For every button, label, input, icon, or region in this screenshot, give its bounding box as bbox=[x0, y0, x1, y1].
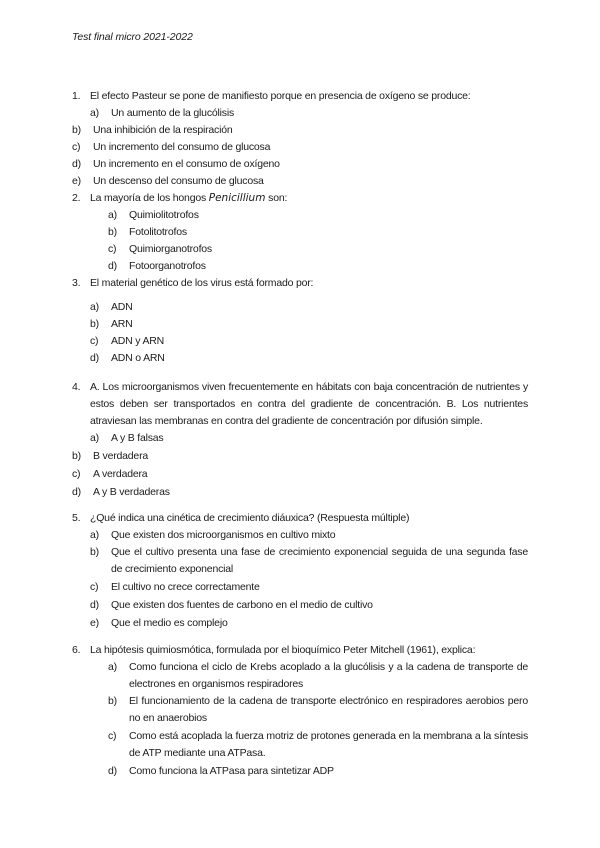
option-text: Que el cultivo presenta una fase de crecimiento exponencial seguida de una segunda fase de crecimiento exponencial bbox=[111, 546, 528, 575]
option-row bbox=[72, 105, 528, 122]
option-marker: c) bbox=[90, 581, 99, 593]
option-marker: b) bbox=[108, 226, 117, 238]
option-row bbox=[72, 122, 528, 139]
option-text: El cultivo no crece correctamente bbox=[111, 581, 260, 593]
option-marker: c) bbox=[72, 141, 81, 153]
question-text: ¿Qué indica una cinética de crecimiento diáuxica? (Respuesta múltiple) bbox=[90, 512, 410, 524]
option-text: A y B falsas bbox=[111, 432, 164, 444]
question-list bbox=[72, 88, 528, 780]
question-row bbox=[72, 642, 528, 659]
option-text: Un incremento en el consumo de oxígeno bbox=[93, 158, 280, 170]
question-number: 6. bbox=[72, 644, 81, 656]
option-row bbox=[72, 448, 528, 465]
option-row bbox=[72, 299, 528, 316]
option-text: Como funciona la ATPasa para sintetizar ADP bbox=[129, 765, 334, 777]
question-number: 5. bbox=[72, 512, 81, 524]
option-marker: c) bbox=[90, 335, 99, 347]
option-row bbox=[72, 241, 528, 258]
option-text: B verdadera bbox=[93, 450, 149, 462]
option-text: ADN y ARN bbox=[111, 335, 165, 347]
option-text: Quimiorganotrofos bbox=[129, 243, 212, 255]
option-text: ADN o ARN bbox=[111, 352, 165, 364]
question-text: El material genético de los virus está formado por: bbox=[90, 277, 314, 289]
option-row bbox=[72, 597, 528, 614]
option-text: Fotoorganotrofos bbox=[129, 260, 206, 272]
option-row bbox=[72, 173, 528, 190]
option-marker: a) bbox=[108, 209, 117, 221]
option-marker: b) bbox=[72, 450, 81, 462]
option-text: Que el medio es complejo bbox=[111, 617, 228, 629]
option-row bbox=[72, 224, 528, 241]
option-marker: b) bbox=[90, 318, 99, 330]
question-text: La hipótesis quimiosmótica, formulada por el bioquímico Peter Mitchell (1961), explica: bbox=[90, 644, 476, 656]
option-text: ADN bbox=[111, 301, 133, 313]
option-row bbox=[72, 527, 528, 544]
option-marker: c) bbox=[108, 243, 117, 255]
option-row bbox=[72, 615, 528, 632]
option-marker: d) bbox=[90, 352, 99, 364]
question-row bbox=[72, 88, 528, 105]
option-marker: d) bbox=[90, 599, 99, 611]
option-text: Un descenso del consumo de glucosa bbox=[93, 175, 264, 187]
option-marker: e) bbox=[90, 617, 99, 629]
question-row bbox=[72, 275, 528, 292]
option-text: Que existen dos microorganismos en cultivo mixto bbox=[111, 529, 336, 541]
option-marker: e) bbox=[72, 175, 81, 187]
option-row bbox=[72, 156, 528, 173]
option-row bbox=[72, 466, 528, 483]
option-marker: d) bbox=[72, 158, 81, 170]
option-row bbox=[72, 728, 528, 762]
option-text: ARN bbox=[111, 318, 133, 330]
option-marker: a) bbox=[108, 661, 117, 673]
option-marker: c) bbox=[72, 468, 81, 480]
option-text: Como funciona el ciclo de Krebs acoplado a la glucólisis y a la cadena de transporte de electrones en organismos respiradores bbox=[129, 661, 528, 690]
option-row bbox=[72, 484, 528, 501]
option-row bbox=[72, 139, 528, 156]
option-text: Que existen dos fuentes de carbono en el medio de cultivo bbox=[111, 599, 373, 611]
option-marker: a) bbox=[90, 301, 99, 313]
option-marker: a) bbox=[90, 432, 99, 444]
option-row bbox=[72, 258, 528, 275]
option-marker: d) bbox=[72, 486, 81, 498]
option-text: El funcionamiento de la cadena de transporte electrónico en respiradores aerobios pero no en anaerobios bbox=[129, 695, 528, 724]
option-text: Una inhibición de la respiración bbox=[93, 124, 233, 136]
option-marker: b) bbox=[72, 124, 81, 136]
question-number: 1. bbox=[72, 90, 81, 102]
option-text: Un aumento de la glucólisis bbox=[111, 107, 235, 119]
option-marker: d) bbox=[108, 765, 117, 777]
question-text: El efecto Pasteur se pone de manifiesto porque en presencia de oxígeno se produce: bbox=[90, 90, 471, 102]
question-number: 2. bbox=[72, 192, 81, 204]
option-marker: d) bbox=[108, 260, 117, 272]
question-number: 4. bbox=[72, 381, 81, 393]
option-marker: c) bbox=[108, 730, 117, 742]
question-number: 3. bbox=[72, 277, 81, 289]
option-marker: b) bbox=[90, 546, 99, 558]
option-row bbox=[72, 316, 528, 333]
option-row bbox=[72, 579, 528, 596]
option-row bbox=[72, 763, 528, 780]
question-row bbox=[72, 510, 528, 527]
option-text: Quimiolitotrofos bbox=[129, 209, 199, 221]
option-text: Un incremento del consumo de glucosa bbox=[93, 141, 271, 153]
question-row bbox=[72, 190, 528, 207]
question-text: A. Los microorganismos viven frecuentemente en hábitats con baja concentración de nutrientes y estos deben ser transportados en contra del gradiente de concentración. B. Los nutrientes atraviesan las membranas en contra del gradiente de concentración por difusión simple. bbox=[90, 381, 528, 427]
option-row bbox=[72, 333, 528, 350]
question-text: La mayoría de los hongos Penicillium son: bbox=[90, 192, 288, 204]
genus-name-italic: Penicillium bbox=[208, 192, 266, 204]
option-marker: a) bbox=[90, 107, 99, 119]
question-row bbox=[72, 379, 528, 430]
option-row bbox=[72, 350, 528, 367]
option-text: Fotolitotrofos bbox=[129, 226, 187, 238]
option-row bbox=[72, 207, 528, 224]
option-row bbox=[72, 659, 528, 693]
document-title: Test final micro 2021-2022 bbox=[72, 31, 193, 43]
option-text: A y B verdaderas bbox=[93, 486, 170, 498]
option-text: A verdadera bbox=[93, 468, 148, 480]
option-marker: a) bbox=[90, 529, 99, 541]
option-row bbox=[72, 544, 528, 578]
option-text: Como está acoplada la fuerza motriz de protones generada en la membrana a la síntesis de ATP mediante una ATPasa. bbox=[129, 730, 528, 759]
option-row bbox=[72, 430, 528, 447]
option-row bbox=[72, 693, 528, 727]
option-marker: b) bbox=[108, 695, 117, 707]
